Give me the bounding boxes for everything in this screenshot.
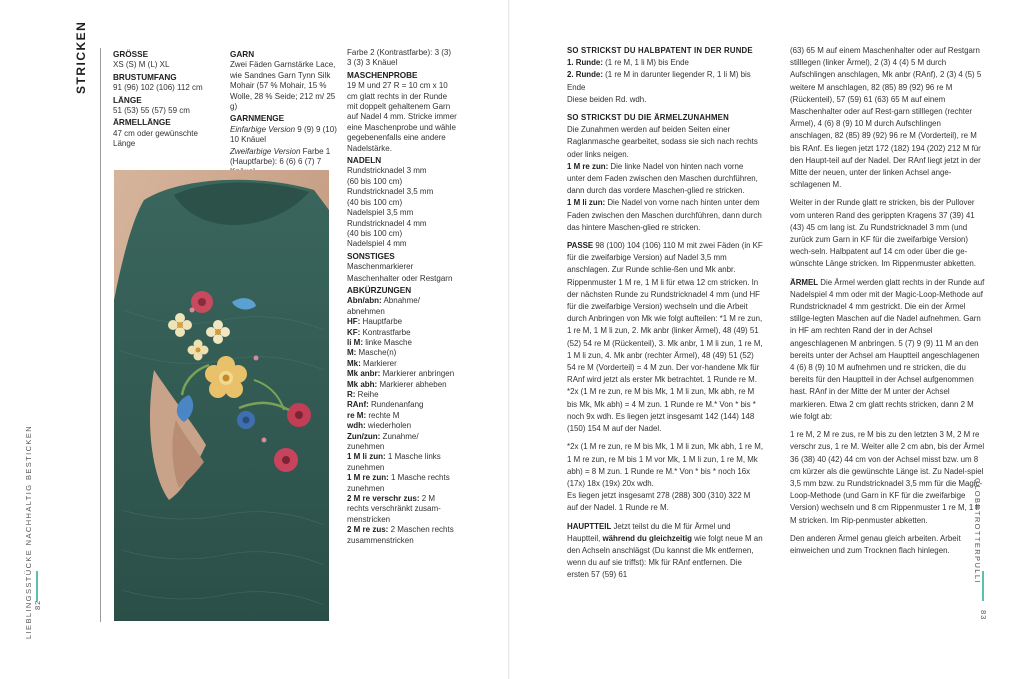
abbreviation-item	[347, 348, 457, 358]
abbreviation-item	[347, 390, 457, 400]
size-value: XS (S) M (L) XL	[113, 60, 170, 70]
needle-item: (60 bis 100 cm)	[347, 176, 403, 186]
instructions-column-1	[567, 45, 763, 582]
row-text: (1 re M, 1 li M) bis Ende	[602, 58, 689, 68]
increases-heading: SO STRICKST DU DIE ÄRMELZUNAHMEN	[567, 113, 729, 123]
abbreviation-value: Reihe	[355, 390, 379, 399]
page-number-left: 82	[33, 599, 42, 610]
abbreviation-value: Rundenanfang	[368, 400, 424, 410]
materials-column	[347, 48, 457, 546]
yoke-paragraph-2: *2x (1 M re zun, re M bis Mk, 1 M li zun, Mk abh, 1 re M, 1 M re zun, re M bis 1 M vor Mk, 1 M li zun, 1 re M, Mk abh) = 8 M zun. 1 Runde re M.* Von * bis * noch 16x (17x) 18x (19x) 20x wdh.	[567, 442, 764, 488]
other-heading: SONSTIGES	[347, 251, 395, 261]
abbreviation-value: Markierer	[360, 358, 397, 368]
abbreviation-key: Mk:	[347, 358, 361, 368]
yarn-value: Zwei Fäden Garnstärke Lace, wie Sandnes Garn Tynn Silk Mohair (57 % Mohair, 15 % Wolle, 28 % Seide; 212 m/ 25 g)	[230, 60, 336, 112]
yoke-heading: PASSE	[567, 241, 594, 251]
abbreviation-value: Markierer abheben	[377, 379, 447, 389]
abbreviation-key: RAnf:	[347, 400, 369, 410]
abbreviation-key: wdh:	[347, 421, 366, 431]
chapter-heading: STRICKEN	[74, 20, 88, 94]
size-column	[113, 48, 221, 151]
needle-item: (40 bis 100 cm)	[347, 228, 403, 238]
halbpatent-row1	[567, 57, 763, 69]
body-heading: HAUPTTEIL	[567, 521, 612, 531]
right-page	[510, 0, 1020, 679]
row-label: 1. Runde:	[567, 58, 603, 68]
increase-text: Die linke Nadel von hinten nach vorne unter dem Faden zwischen den Maschen durchführen, dann durch das vordere Maschen-glied re stricken.	[567, 161, 758, 196]
body-emphasis: während du gleichzeitig	[602, 533, 692, 543]
length-value: 51 (53) 55 (57) 59 cm	[113, 106, 190, 116]
abbreviation-item	[347, 473, 457, 494]
needle-item: Nadelspiel 4 mm	[347, 239, 407, 249]
running-head-left: LIEBLINGSSTÜCKE NACHHALTIG BESTICKEN	[24, 424, 33, 639]
abbreviation-item	[347, 411, 457, 421]
increase-label: 1 M li zun:	[567, 198, 606, 208]
body-continued: (63) 65 M auf einem Maschenhalter oder auf Restgarn stilllegen (linker Ärmel), 2 (3) 4 (4) 5 M durch Aufschlingen anschlagen, Mk anbr (RAnf), 2 (3) 4 (5) 5 weitere M anschlagen, 82 (85) 89 (92) 96 re M (Rückenteil), 57 (59) 61 (63) 65 M auf einem Maschenhalter oder auf Rest-garn stilllegen (rechter Ärmel), 4 (6) 8 (9) 10 M durch Aufschlingen anschlagen, 82 (85) 89 (92) 96 re M (Vorderteil), re M bis RAnf. Es liegen jetzt 172 (182) 194 (202) 212 M für den Haupt-teil auf der Nadel. Der RAnf liegt jetzt in der Mitte der neuen, unter der linken Achsel ange-schlagenen M.	[790, 46, 982, 190]
sweater-photo	[114, 170, 329, 621]
embroidered-sweater-illustration	[114, 170, 329, 621]
abbreviation-key: KF:	[347, 327, 361, 337]
abbreviation-item	[347, 421, 457, 431]
abbreviation-item	[347, 432, 457, 453]
row-text: (1 re M in darunter liegender R, 1 li M) bis Ende	[567, 70, 751, 92]
needle-item: Rundstricknadel 3,5 mm	[347, 187, 434, 197]
sleeves-decrease: 1 re M, 2 M re zus, re M bis zu den letzten 3 M, 2 M re verschr zus, 1 re M. Weiter alle 2 cm abn, bis der Ärmel 36 (38) 40 (42) 44 cm von der Achsel misst bzw. um 8 cm kürzer als die gewünschte Länge ist. Zu Nadel-spiel 3,5 mm bzw. zu Rundstricknadel 3,5 mm für die Magic-Loop-Methode (und Garn in KF für die zweifarbige Version) wechseln und 8 cm Rippenmuster 1 re M, 1 li M stricken. Im Rip-penmuster abketten.	[790, 430, 985, 525]
abbreviation-value: Hauptfarbe	[360, 317, 403, 327]
column-rule	[100, 48, 101, 622]
abbreviation-item	[347, 525, 457, 546]
accent-bar-right	[982, 571, 984, 601]
sleeves-heading: ÄRMEL	[790, 277, 819, 287]
abbreviation-value: Zunahme/ zunehmen	[347, 431, 419, 452]
needle-item: Rundstricknadel 3 mm	[347, 166, 427, 176]
abbreviation-key: re M:	[347, 410, 367, 420]
single-color-amount: 9 (9) 9 (10) 10 Knäuel	[230, 124, 337, 145]
abbreviation-key: Mk abh:	[347, 379, 378, 389]
body-paragraph	[567, 521, 763, 582]
abbreviation-item	[347, 359, 457, 369]
sleeves-paragraph	[790, 277, 985, 423]
abbreviation-item	[347, 452, 457, 473]
abbreviation-value: 1 Masche rechts zunehmen	[347, 473, 450, 493]
abbreviation-key: M:	[347, 348, 357, 358]
needles-list	[347, 166, 457, 249]
two-color-label: Zweifarbige Version	[230, 146, 301, 156]
accent-bar-left	[36, 571, 38, 601]
page-number-right: 83	[979, 610, 988, 621]
size-heading: GRÖSSE	[113, 50, 149, 59]
abbreviation-value: 2 Maschen rechts zusammenstricken	[347, 525, 454, 545]
abbreviation-item	[347, 317, 457, 327]
body-length: Weiter in der Runde glatt re stricken, bis der Pullover vom unteren Rand des gerippten Kragens 37 (39) 41 (43) 45 cm lang ist. Zu Rundstricknadel 3 mm (und zurück zum Garn in KF für die zweifarbige Version) wech-seln. Halbpatent auf 14 cm oder über die ge-wünschte Länge stricken. Im Rippenmuster abketten.	[790, 198, 976, 269]
gauge-heading: MASCHENPROBE	[347, 70, 418, 80]
needle-item: Rundstricknadel 4 mm	[347, 218, 427, 228]
abbreviation-value: 2 M rechts verschränkt zusam-menstricken	[347, 494, 441, 524]
abbreviation-value: Kontrastfarbe	[360, 327, 411, 337]
abbreviations-list	[347, 296, 457, 546]
abbreviation-key: 2 M re verschr zus:	[347, 494, 420, 504]
sleeve-length-heading: ÄRMELLÄNGE	[113, 118, 171, 128]
length-heading: LÄNGE	[113, 95, 142, 105]
abbreviation-key: Mk anbr:	[347, 369, 381, 379]
sleeves-text: Die Ärmel werden glatt rechts in der Runde auf Nadelspiel 4 mm oder mit der Magic-Loop-Methode auf Rundstricknadel 4 mm gestrickt. Die ein der Ärmel stillge-legten Maschen auf die Nadel aufnehmen. Garn in HF am rechten Rand der in der Achsel angeschlagenen M anbringen. 5 (7) 9 (9) 11 M an den bereits unter der Achsel am Hauptteil angeschlagenen 4 (6) 8 (9) 10 M aufnehmen und re stricken, die du bereits für den Hauptteil in der Achsel aufgenommen hast. RAnf in der Mitte der M unter der Achsel markieren. Etwa 2 cm glatt rechts stricken, dann 2 M wie folgt ab:	[790, 277, 985, 421]
single-color-label: Einfarbige Version	[230, 124, 296, 134]
body-text: Jetzt teilst du die M für Ärmel und Hauptteil,	[567, 521, 731, 543]
halbpatent-heading: SO STRICKST DU HALBPATENT IN DER RUNDE	[567, 46, 753, 55]
needle-item: Nadelspiel 3,5 mm	[347, 208, 414, 218]
contrast-color-amount: Farbe 2 (Kontrastfarbe): 3 (3) 3 (3) 3 Knäuel	[347, 48, 452, 68]
abbreviation-value: wiederholen	[365, 421, 412, 431]
body-text-2: wie folgt neue M an den Achseln anschlägst (Du kannst die Mk entfernen, wenn du auf sie triffst): Mk für RAnf entfernen. Die ersten 57 (59) 61	[567, 533, 763, 580]
yarn-amount-single	[230, 125, 340, 146]
abbreviations-heading: ABKÜRZUNGEN	[347, 285, 412, 295]
halbpatent-repeat: Diese beiden Rd. wdh.	[567, 94, 647, 104]
halbpatent-row2	[567, 69, 763, 93]
yoke-paragraph	[567, 240, 763, 435]
gauge-value: 19 M und 27 R = 10 cm x 10 cm glatt rechts in der Runde mit doppelt gehaltenem Garn auf Nadel 4 mm. Stricke immer eine Maschenprobe und wähle gegebenenfalls eine andere Nadelstärke.	[347, 81, 457, 153]
abbreviation-key: 1 M li zun:	[347, 452, 386, 462]
abbreviation-key: HF:	[347, 317, 361, 327]
abbreviation-item	[347, 494, 457, 525]
increase-right	[567, 161, 763, 198]
yoke-text: 98 (100) 104 (106) 110 M mit zwei Fäden (in KF für die zweifarbige Version) auf Nadel 3,5 mm anschlagen. Zur Runde schlie-ßen und Mk anbr. Rippenmuster 1 M re, 1 M li für etwa 12 cm stricken. In der nächsten Runde zu Rundstricknadel 4 mm (und HF für die zweifarbige Version) wechseln und die Arbeit durch Anbringen von Mk wie folgt aufteilen: *1 M re zun, 1 re M, 1 M li zun, 2. Mk anbr (linker Ärmel), 48 (49) 51 (52) 54 re M (Rückenteil), 3. Mk anbr, 1 M li zun, 1 re M, 1 M li zun, 4. Mk anbr (rechter Ärmel), 48 (49) 51 (52) 54 re M (Vorderteil) = 4 M zun. Der vor-handene Mk für RAnf wird jetzt als erster Mk betrachtet. 1 Runde re M. *2x (1 M re zun, re M bis Mk, 1 M li zun, Mk abh, re M bis Mk, Mk abh) = 4 M zun. 1 Runde re M.* Von * bis * noch 9x wdh. Es liegen jetzt insgesamt 142 (144) 148 (150) 154 M auf der Nadel.	[567, 241, 763, 434]
yarn-amount-heading: GARNMENGE	[230, 114, 285, 124]
abbreviation-item	[347, 296, 457, 317]
needles-heading: NADELN	[347, 156, 382, 166]
abbreviation-item	[347, 369, 457, 379]
abbreviation-item	[347, 380, 457, 390]
abbreviation-key: 1 M re zun:	[347, 473, 389, 483]
increase-left	[567, 197, 763, 234]
abbreviation-value: Masche(n)	[356, 348, 397, 358]
row-label: 2. Runde:	[567, 70, 603, 80]
abbreviation-key: li M:	[347, 337, 363, 347]
yoke-paragraph-3: Es liegen jetzt insgesamt 278 (288) 300 (310) 322 M auf der Nadel. 1 Runde re M.	[567, 491, 751, 513]
sleeve-length-value: 47 cm oder gewünschte Länge	[113, 128, 198, 149]
instructions-column-2	[790, 45, 985, 563]
abbreviation-item	[347, 328, 457, 338]
abbreviation-item	[347, 338, 457, 348]
yarn-column	[230, 48, 340, 179]
abbreviation-value: Markierer anbringen	[380, 369, 455, 379]
finishing: Den anderen Ärmel genau gleich arbeiten. Arbeit einweichen und zum Trocknen flach hinlegen.	[790, 533, 961, 555]
increase-text: Die Nadel von vorne nach hinten unter dem Faden zwischen den Maschen durchführen, dann durch das hintere Maschen-glied re stricken.	[567, 198, 762, 232]
abbreviation-value: linke Masche	[363, 337, 412, 347]
abbreviation-key: Abn/abn:	[347, 296, 382, 306]
increase-label: 1 M re zun:	[567, 161, 609, 171]
abbreviation-key: R:	[347, 390, 356, 399]
running-head-right: GLOBETROTTERPULLI	[973, 478, 982, 584]
abbreviation-value: 1 Masche links zunehmen	[347, 452, 441, 472]
chest-value: 91 (96) 102 (106) 112 cm	[113, 83, 203, 93]
abbreviation-key: 2 M re zus:	[347, 525, 389, 535]
abbreviation-value: Abnahme/ abnehmen	[347, 296, 420, 316]
needle-item: (40 bis 100 cm)	[347, 197, 403, 207]
abbreviation-value: rechte M	[366, 410, 400, 420]
chest-heading: BRUSTUMFANG	[113, 72, 177, 82]
increases-intro: Die Zunahmen werden auf beiden Seiten einer Raglanmasche gearbeitet, sodass sie sich nach rechts oder links neigen.	[567, 125, 758, 159]
yarn-heading: GARN	[230, 50, 255, 59]
other-item: Maschenmarkierer	[347, 262, 414, 272]
two-color-amount: Farbe 1 (Hauptfarbe): 6 (6) 6 (7) 7	[230, 146, 331, 167]
abbreviation-key: Zun/zun:	[347, 431, 381, 441]
other-item: Maschenhalter oder Restgarn	[347, 273, 453, 283]
abbreviation-item	[347, 400, 457, 410]
